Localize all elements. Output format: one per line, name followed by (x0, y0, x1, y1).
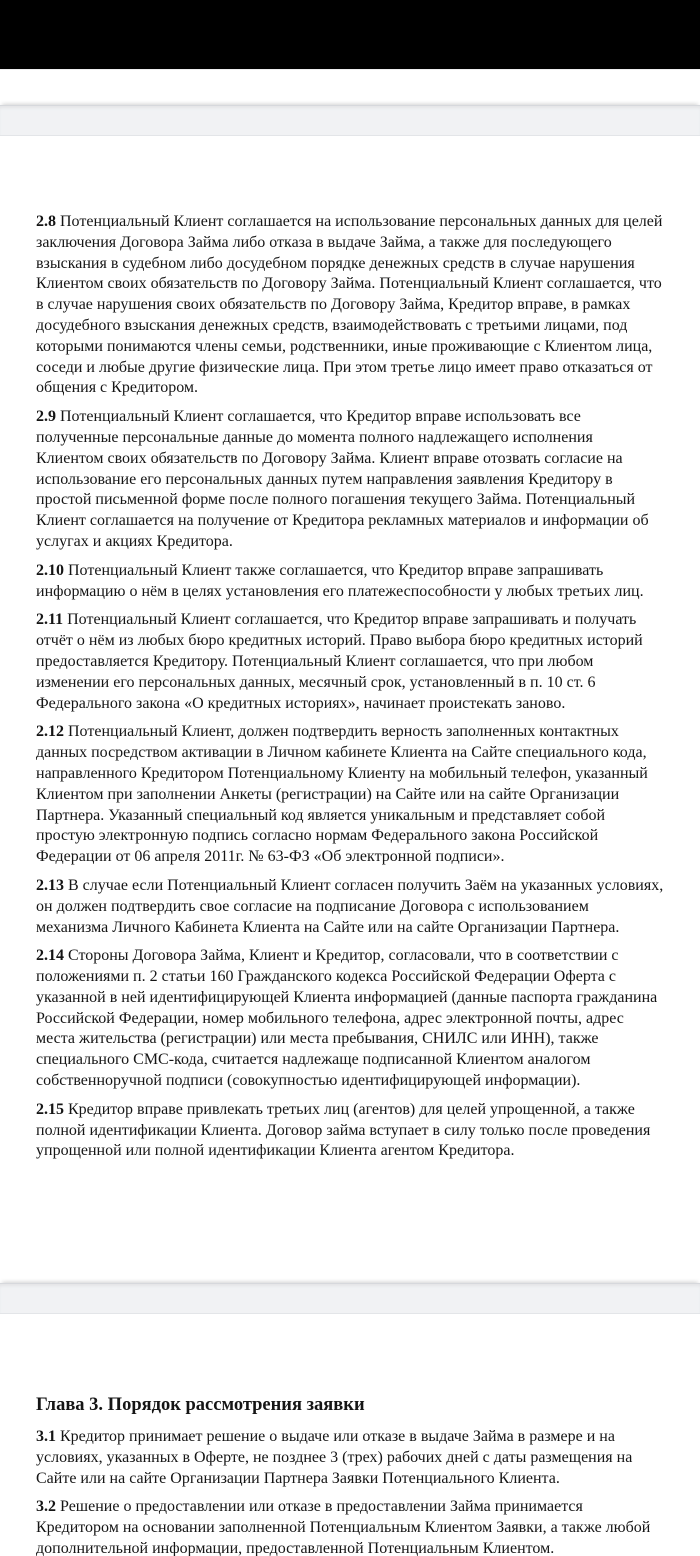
page-separator (0, 105, 700, 136)
document-page-1 (0, 136, 700, 1283)
document-paragraph (36, 407, 664, 553)
paragraph-number: 2.12 (36, 723, 64, 741)
document-paragraph (36, 561, 664, 603)
paragraph-text: Стороны Договора Займа, Клиент и Кредитор, согласовали, что в соответствии с положениями п. 2 статьи 160 Гражданского кодекса Российской Федерации Оферта с указанной в ней идентифицирующей Клиента информацией (данные паспорта гражданина Российской Федерации, номер мобильного телефона, адрес электронной почты, адрес места жительства (регистрации) или места пребывания, СНИЛС или ИНН), также специального СМС-кода, считается надлежаще подписанной Клиентом аналогом собственноручной подписи (совокупностью идентифицирующей информации). (36, 947, 658, 1090)
paragraph-text: Потенциальный Клиент, должен подтвердить верность заполненных контактных данных посредством активации в Личном кабинете Клиента на Сайте специального кода, направленного Кредитором Потенциальному Клиенту на мобильный телефон, указанный Клиентом при заполнении Анкеты (регистрации) на Сайте или на сайте Организации Партнера. Указанный специальный код является уникальным и представляет собой простую электронную подпись согласно нормам Федерального закона Российской Федерации от 06 апреля 2011г. № 63-ФЗ «Об электронной подписи». (36, 723, 648, 866)
document-paragraph (36, 876, 664, 938)
document-paragraph (36, 610, 664, 714)
paragraph-text: Потенциальный Клиент соглашается на использование персональных данных для целей заключения Договора Займа либо отказа в выдаче Займа, а также для последующего взыскания в судебном либо досудебном порядке денежных средств в случае нарушения Клиентом своих обязательств по Договору Займа. Потенциальный Клиент соглашается, что в случае нарушения своих обязательств по Договору Займа, Кредитор вправе, в рамках досудебного взыскания денежных средств, взаимодействовать с третьими лицами, под которыми понимаются члены семьи, родственники, иные проживающие с Клиентом лица, соседи и любые другие физические лица. При этом третье лицо имеет право отказаться от общения с Кредитором. (36, 213, 663, 397)
page-2-paragraphs (36, 1427, 664, 1556)
paragraph-text: Кредитор принимает решение о выдаче или отказе в выдаче Займа в размере и на условиях, указанных в Оферте, не позднее 3 (трех) рабочих дней с даты размещения на Сайте или на сайте Организации Партнера Заявки Потенциального Клиента. (36, 1428, 633, 1487)
document-paragraph (36, 1427, 664, 1489)
paragraph-number: 2.11 (36, 611, 64, 629)
top-black-bar (0, 0, 700, 70)
paragraph-text: Решение о предоставлении или отказе в предоставлении Займа принимается Кредитором на основании заполненной Потенциальным Клиентом Заявки, а также любой дополнительной информации, предоставленной Потенциальным Клиентом. (36, 1498, 651, 1556)
document-page-2 (0, 1314, 700, 1556)
paragraph-number: 2.15 (36, 1100, 64, 1118)
chapter-heading: Глава 3. Порядок рассмотрения заявки (36, 1395, 365, 1415)
document-paragraph (36, 1497, 664, 1556)
paragraph-number: 2.8 (36, 213, 56, 230)
paragraph-number: 3.1 (36, 1428, 56, 1445)
document-paragraph (36, 722, 664, 868)
paragraph-text: Потенциальный Клиент также соглашается, что Кредитор вправе запрашивать информацию о нём в целях установления его платежеспособности у любых третьих лиц. (36, 561, 644, 600)
document-paragraph (36, 1100, 664, 1162)
page-1-paragraphs (36, 212, 664, 1162)
document-paragraph (36, 946, 664, 1092)
paragraph-number: 2.14 (36, 947, 64, 965)
paragraph-text: Потенциальный Клиент соглашается, что Кредитор вправе запрашивать и получать отчёт о нём из любых бюро кредитных историй. Право выбора бюро кредитных историй предоставляется Кредитору. Потенциальный Клиент соглашается, что при любом изменении его персональных данных, месячный срок, установленный в п. 10 ст. 6 Федерального закона «О кредитных историях», начинает проистекать заново. (36, 611, 643, 712)
paragraph-text: В случае если Потенциальный Клиент согласен получить Заём на указанных условиях, он должен подтвердить свое согласие на подписание Договора с использованием механизма Личного Кабинета Клиента на Сайте или на сайте Организации Партнера. (36, 876, 664, 936)
paragraph-number: 2.10 (36, 561, 64, 579)
paragraph-number: 3.2 (36, 1498, 56, 1516)
paragraph-number: 2.13 (36, 876, 64, 894)
paragraph-text: Кредитор вправе привлекать третьих лиц (агентов) для целей упрощенной, а также полной идентификации Клиента. Договор займа вступает в силу только после проведения упрощенной или полной идентификации Клиента агентом Кредитора. (36, 1100, 651, 1160)
document-paragraph (36, 212, 664, 399)
paragraph-text: Потенциальный Клиент соглашается, что Кредитор вправе использовать все полученные персональные данные до момента полного надлежащего исполнения Клиентом своих обязательств по Договору Займа. Клиент вправе отозвать согласие на использование его персональных данных путем направления заявления Кредитору в простой письменной форме после полного погашения текущего Займа. Потенциальный Клиент соглашается на получение от Кредитора рекламных материалов и информации об услугах и акциях Кредитора. (36, 408, 649, 550)
previous-page-bottom (0, 70, 700, 105)
page-separator (0, 1283, 700, 1314)
paragraph-number: 2.9 (36, 408, 56, 426)
